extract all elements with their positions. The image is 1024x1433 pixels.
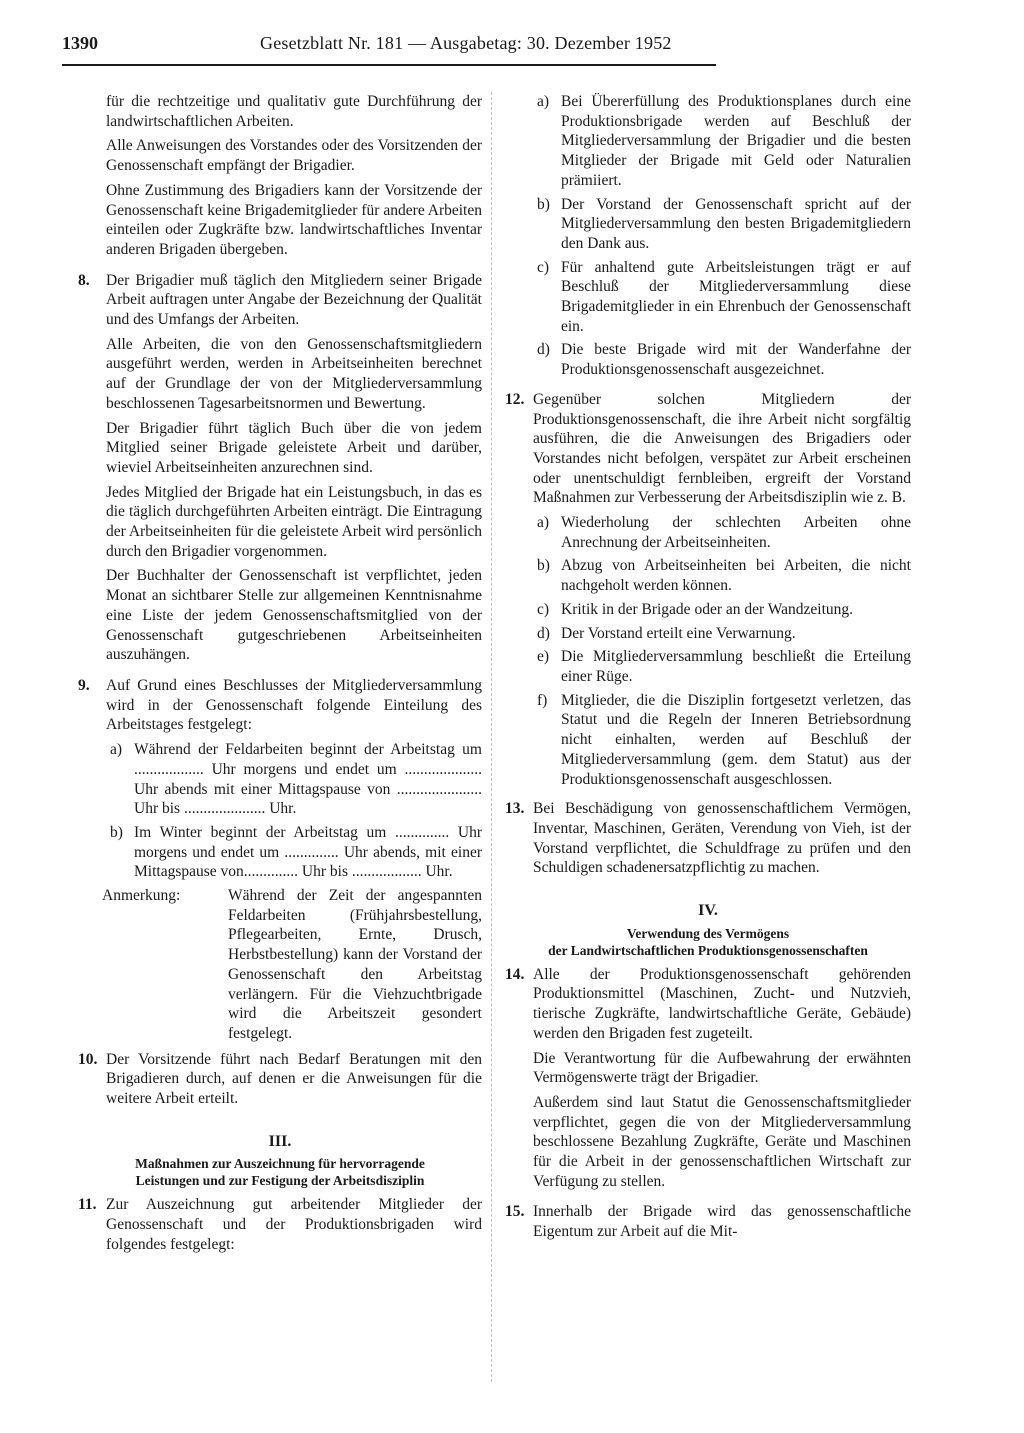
page-header (62, 33, 716, 63)
item-number: 9. (78, 676, 90, 694)
paragraph: Auf Grund eines Beschlusses der Mitgliederversammlung wird in der Genossenschaft folgende Einteilung des Arbeitstages festgelegt: (106, 676, 482, 734)
sub-text: Wiederholung der schlechten Arbeiten ohne Anrechnung der Arbeitseinheiten. (561, 514, 911, 551)
paragraph: Bei Beschädigung von genossenschaftlichem Vermögen, Inventar, Maschinen, Geräten, Verendung von Vieh, ist der Vorstand verpflichtet, die Schuldfrage zu prüfen und den Schuldigen schadenersatzpflichtig zu machen. (533, 800, 911, 877)
column-divider (491, 92, 492, 1382)
sub-text: Der Vorstand der Genossenschaft spricht auf der Mitgliederversammlung den besten Brigademitgliedern den Dank aus. (561, 195, 911, 252)
item-12-d (505, 624, 911, 644)
item-number: 15. (505, 1203, 525, 1221)
item-12-f (505, 691, 911, 790)
item-12-c (505, 600, 911, 620)
item-number: 13. (505, 800, 525, 818)
item-11 (78, 1195, 482, 1254)
sub-text: Für anhaltend gute Arbeitsleistungen trägt er auf Beschluß der Mitgliederversammlung diese Brigademitglieder in ein Ehrenbuch der Genossenschaft ein. (561, 258, 911, 335)
paragraph: Alle Anweisungen des Vorstandes oder des Vorsitzenden der Genossenschaft empfängt der Brigadier. (106, 137, 482, 175)
section-title-line: Maßnahmen zur Auszeichnung für hervorragende (135, 1156, 425, 1172)
item-12-b (505, 556, 911, 595)
item-14 (505, 965, 911, 1192)
paragraph: Außerdem sind laut Statut die Genossenschaftsmitglieder verpflichtet, gegen die von der Mitgliederversammlung beschlossene Bezahlung Zugkräfte, Geräte und Maschinen für die Arbeit in der genossenschaftlichen Wirtschaft zur Verfügung zu stellen. (533, 1093, 911, 1190)
header-rule (62, 64, 716, 66)
paragraph: Gegenüber solchen Mitgliedern der Produktionsgenossenschaft, die ihre Arbeit nicht sorgfältig ausführen, die die Anweisungen des Brigadiers oder Vorstandes nicht befolgen, verspätet zur Arbeit erscheinen oder unentschuldigt fernbleiben, ergreift der Vorstand Maßnahmen zur Verbesserung der Arbeitsdisziplin wie z. B. (533, 390, 911, 507)
item-8 (78, 271, 482, 665)
remark-label: Anmerkung: (102, 887, 181, 905)
sub-text: Der Vorstand erteilt eine Verwarnung. (561, 624, 796, 642)
section-title (505, 925, 911, 959)
section-number: III. (268, 1132, 292, 1150)
sub-label: b) (537, 195, 550, 213)
remark (78, 886, 482, 1044)
item-11-b (505, 195, 911, 254)
sub-label: b) (110, 823, 123, 841)
item-12 (505, 390, 911, 508)
sub-label: e) (537, 648, 550, 666)
sub-text: Während der Feldarbeiten beginnt der Arbeitstag um .................. Uhr morgens und endet um .................... Uhr abends mit einer Mittagspause von ...................... Uhr bis ..................... Uhr. (134, 741, 482, 818)
section-title-line: Leistungen und zur Festigung der Arbeitsdisziplin (135, 1173, 425, 1189)
sub-text: Im Winter beginnt der Arbeitstag um .............. Uhr morgens und endet um .............. Uhr abends, mit einer Mittagspause von.............. Uhr bis .................. Uhr. (134, 823, 482, 881)
item-11-d (505, 340, 911, 379)
sub-text: Die beste Brigade wird mit der Wanderfahne der Produktionsgenossenschaft ausgezeichnet. (561, 341, 911, 379)
paragraph: Alle Arbeiten, die von den Genossenschaftsmitgliedern ausgeführt werden, werden in Arbeitseinheiten berechnet auf der Grundlage der von der Mitgliederversammlung beschlossenen Tagesarbeitsnormen und Bewertung. (106, 335, 482, 412)
header-title: Gesetzblatt Nr. 181 — Ausgabetag: 30. Dezember 1952 (260, 33, 672, 53)
paragraph: Alle der Produktionsgenossenschaft gehörenden Produktionsmittel (Maschinen, Zucht- und Nutzvieh, tierische Zugkräfte, landwirtschaftliche Geräte, Gebäude) werden den Brigaden fest zugeteilt. (533, 965, 911, 1042)
section-title-line: der Landwirtschaftlichen Produktionsgenossenschaften (548, 942, 868, 958)
paragraph: Der Buchhalter der Genossenschaft ist verpflichtet, jeden Monat an sichtbarer Stelle zur allgemeinen Kenntnisnahme eine Liste der jedem Genossenschaftsmitglied von der Genossenschaft gutgeschriebenen Arbeitseinheiten auszuhängen. (106, 567, 482, 664)
item-12-a (505, 513, 911, 552)
paragraph: Der Brigadier führt täglich Buch über die von jedem Mitglied seiner Brigade geleistete Arbeit und darüber, wieviel Arbeitseinheiten anzurechnen sind. (106, 419, 482, 476)
right-column (505, 92, 911, 1247)
item-13 (505, 799, 911, 878)
page-number: 1390 (62, 33, 98, 53)
item-11-a (505, 92, 911, 191)
paragraph: Zur Auszeichnung gut arbeitender Mitglieder der Genossenschaft und der Produktionsbrigaden wird folgendes festgelegt: (106, 1196, 482, 1253)
sub-text: Kritik in der Brigade oder an der Wandzeitung. (561, 600, 854, 618)
sub-label: a) (537, 514, 550, 532)
item-9 (78, 676, 482, 735)
item-12-e (505, 647, 911, 686)
item-15 (505, 1202, 911, 1241)
item-number: 14. (505, 965, 525, 983)
paragraph: Jedes Mitglied der Brigade hat ein Leistungsbuch, in das es die täglich durchgeführten Arbeiten einträgt. Die Eintragung der Arbeitseinheiten für die geleistete Arbeit wird persönlich durch den Brigadier vorgenommen. (106, 483, 482, 560)
section-title-line: Verwendung des Vermögens (626, 925, 790, 941)
remark-text: Während der Zeit der angespannten Feldarbeiten (Frühjahrsbestellung, Pflegearbeiten, Ernte, Drusch, Herbstbestellung) kann der Vorstand der Genossenschaft den Arbeitstag verlängern. Für die Viehzuchtbrigade wird die Arbeitszeit gesondert festgelegt. (228, 887, 482, 1042)
paragraph: Der Brigadier muß täglich den Mitgliedern seiner Brigade Arbeit auftragen unter Angabe der Bezeichnung der Qualität und des Umfangs der Arbeiten. (106, 271, 482, 329)
sub-label: c) (537, 258, 550, 276)
section-title (78, 1155, 482, 1189)
paragraph: Innerhalb der Brigade wird das genossenschaftliche Eigentum zur Arbeit auf die Mit- (533, 1203, 911, 1241)
item-number: 12. (505, 390, 525, 408)
item-9-b (78, 823, 482, 882)
paragraph: Der Vorsitzende führt nach Bedarf Beratungen mit den Brigadieren durch, auf denen er die Anweisungen für die weitere Arbeit erteilt. (106, 1050, 482, 1108)
section-number: IV. (698, 902, 718, 920)
sub-label: b) (537, 557, 550, 575)
item-number: 8. (78, 271, 90, 289)
paragraph: für die rechtzeitige und qualitativ gute Durchführung der landwirtschaftlichen Arbeiten. (106, 93, 482, 130)
item-9-a (78, 740, 482, 819)
item-number: 11. (78, 1196, 97, 1214)
sub-text: Mitglieder, die die Disziplin fortgesetzt verletzen, das Statut und die Regeln der Inneren Betriebsordnung nicht einhalten, werden auf Beschluß der Mitgliederversammlung (gem. dem Statut) aus der Produktionsgenossenschaft ausgeschlossen. (561, 691, 911, 788)
left-column (78, 92, 482, 1260)
sub-label: d) (537, 341, 550, 359)
sub-label: c) (537, 600, 550, 618)
item-11-c (505, 258, 911, 337)
sub-label: f) (537, 691, 548, 709)
sub-label: a) (110, 741, 123, 759)
paragraph: Ohne Zustimmung des Brigadiers kann der Vorsitzende der Genossenschaft keine Brigademitglieder für andere Arbeiten einteilen oder Zugkräfte bzw. landwirtschaftliches Inventar anderen Brigaden übergeben. (106, 181, 482, 258)
sub-label: a) (537, 93, 550, 110)
sub-label: d) (537, 624, 550, 642)
paragraph: Die Verantwortung für die Aufbewahrung der erwähnten Vermögenswerte trägt der Brigadier. (533, 1049, 911, 1087)
sub-text: Die Mitgliederversammlung beschließt die Erteilung einer Rüge. (561, 648, 911, 685)
sub-text: Bei Übererfüllung des Produktionsplanes durch eine Produktionsbrigade werden auf Beschluß der Mitgliederversammlung der Brigadier und die besten Mitglieder der Brigade mit Geld oder Naturalien prämiiert. (561, 93, 911, 189)
item-10 (78, 1050, 482, 1109)
sub-text: Abzug von Arbeitseinheiten bei Arbeiten, die nicht nachgeholt werden können. (561, 557, 911, 595)
item-number: 10. (78, 1050, 98, 1068)
